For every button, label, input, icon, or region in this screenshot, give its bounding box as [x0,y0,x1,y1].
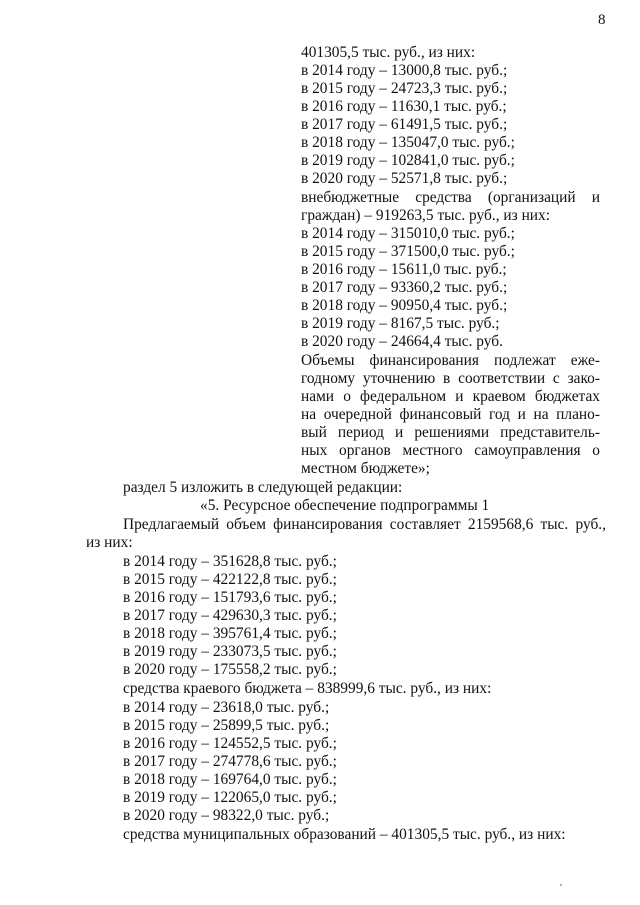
total-year: в 2015 году – 422122,8 тыс. руб.; [123,571,337,588]
continuation-line: в 2015 году – 24723,3 тыс. руб.; [301,80,508,97]
continuation-line: в 2018 году – 135047,0 тыс. руб.; [301,134,515,151]
section-heading: «5. Ресурсное обеспечение подпрограммы 1 [200,497,490,514]
extrabudget-year: в 2015 году – 371500,0 тыс. руб.; [301,243,515,260]
extrabudget-year: в 2020 году – 24664,4 тыс. руб. [301,333,503,350]
total-year: в 2016 году – 151793,6 тыс. руб.; [123,589,337,606]
total-line: из них: [86,534,133,551]
note-line: вый период и решениями представитель- [301,424,600,441]
extrabudget-line: граждан) – 919263,5 тыс. руб., из них: [301,207,551,224]
note-line: на очередной финансовый год и на плано- [301,406,600,423]
regional-year: в 2016 году – 124552,5 тыс. руб.; [123,735,337,752]
extrabudget-year: в 2017 году – 93360,2 тыс. руб.; [301,279,508,296]
extrabudget-line: внебюджетные средства (организаций и [301,189,600,206]
continuation-line: 401305,5 тыс. руб., из них: [301,44,476,61]
total-year: в 2020 году – 175558,2 тыс. руб.; [123,661,337,678]
section-intro: раздел 5 изложить в следующей редакции: [123,479,403,496]
extrabudget-year: в 2016 году – 15611,0 тыс. руб.; [301,261,507,278]
continuation-line: в 2016 году – 11630,1 тыс. руб.; [301,98,507,115]
continuation-line: в 2019 году – 102841,0 тыс. руб.; [301,152,515,169]
regional-line: средства краевого бюджета – 838999,6 тыс. руб., из них: [123,680,492,697]
extrabudget-year: в 2019 году – 8167,5 тыс. руб.; [301,315,500,332]
continuation-line: в 2014 году – 13000,8 тыс. руб.; [301,62,508,79]
municipal-line: средства муниципальных образований – 401305,5 тыс. руб., из них: [123,826,566,843]
note-line: Объемы финансирования подлежат еже- [301,352,600,369]
continuation-line: в 2020 году – 52571,8 тыс. руб.; [301,170,508,187]
total-year: в 2019 году – 233073,5 тыс. руб.; [123,643,337,660]
regional-year: в 2014 году – 23618,0 тыс. руб.; [123,699,330,716]
page-number: 8 [598,12,606,28]
extrabudget-year: в 2014 году – 315010,0 тыс. руб.; [301,225,515,242]
scan-speck [560,884,562,886]
note-line: годному уточнению в соответствии с зако- [301,370,600,387]
total-year: в 2018 году – 395761,4 тыс. руб.; [123,625,337,642]
note-line: местном бюджете»; [301,460,430,477]
continuation-line: в 2017 году – 61491,5 тыс. руб.; [301,116,508,133]
total-year: в 2014 году – 351628,8 тыс. руб.; [123,553,337,570]
regional-year: в 2015 году – 25899,5 тыс. руб.; [123,717,330,734]
regional-year: в 2019 году – 122065,0 тыс. руб.; [123,789,337,806]
regional-year: в 2018 году – 169764,0 тыс. руб.; [123,771,337,788]
total-year: в 2017 году – 429630,3 тыс. руб.; [123,607,337,624]
note-line: нами о федеральном и краевом бюджетах [301,388,600,405]
regional-year: в 2017 году – 274778,6 тыс. руб.; [123,753,337,770]
note-line: ных органов местного самоуправления о [301,442,600,459]
total-line: Предлагаемый объем финансирования составляет 2159568,6 тыс. руб., [123,516,606,533]
extrabudget-year: в 2018 году – 90950,4 тыс. руб.; [301,297,508,314]
regional-year: в 2020 году – 98322,0 тыс. руб.; [123,807,330,824]
